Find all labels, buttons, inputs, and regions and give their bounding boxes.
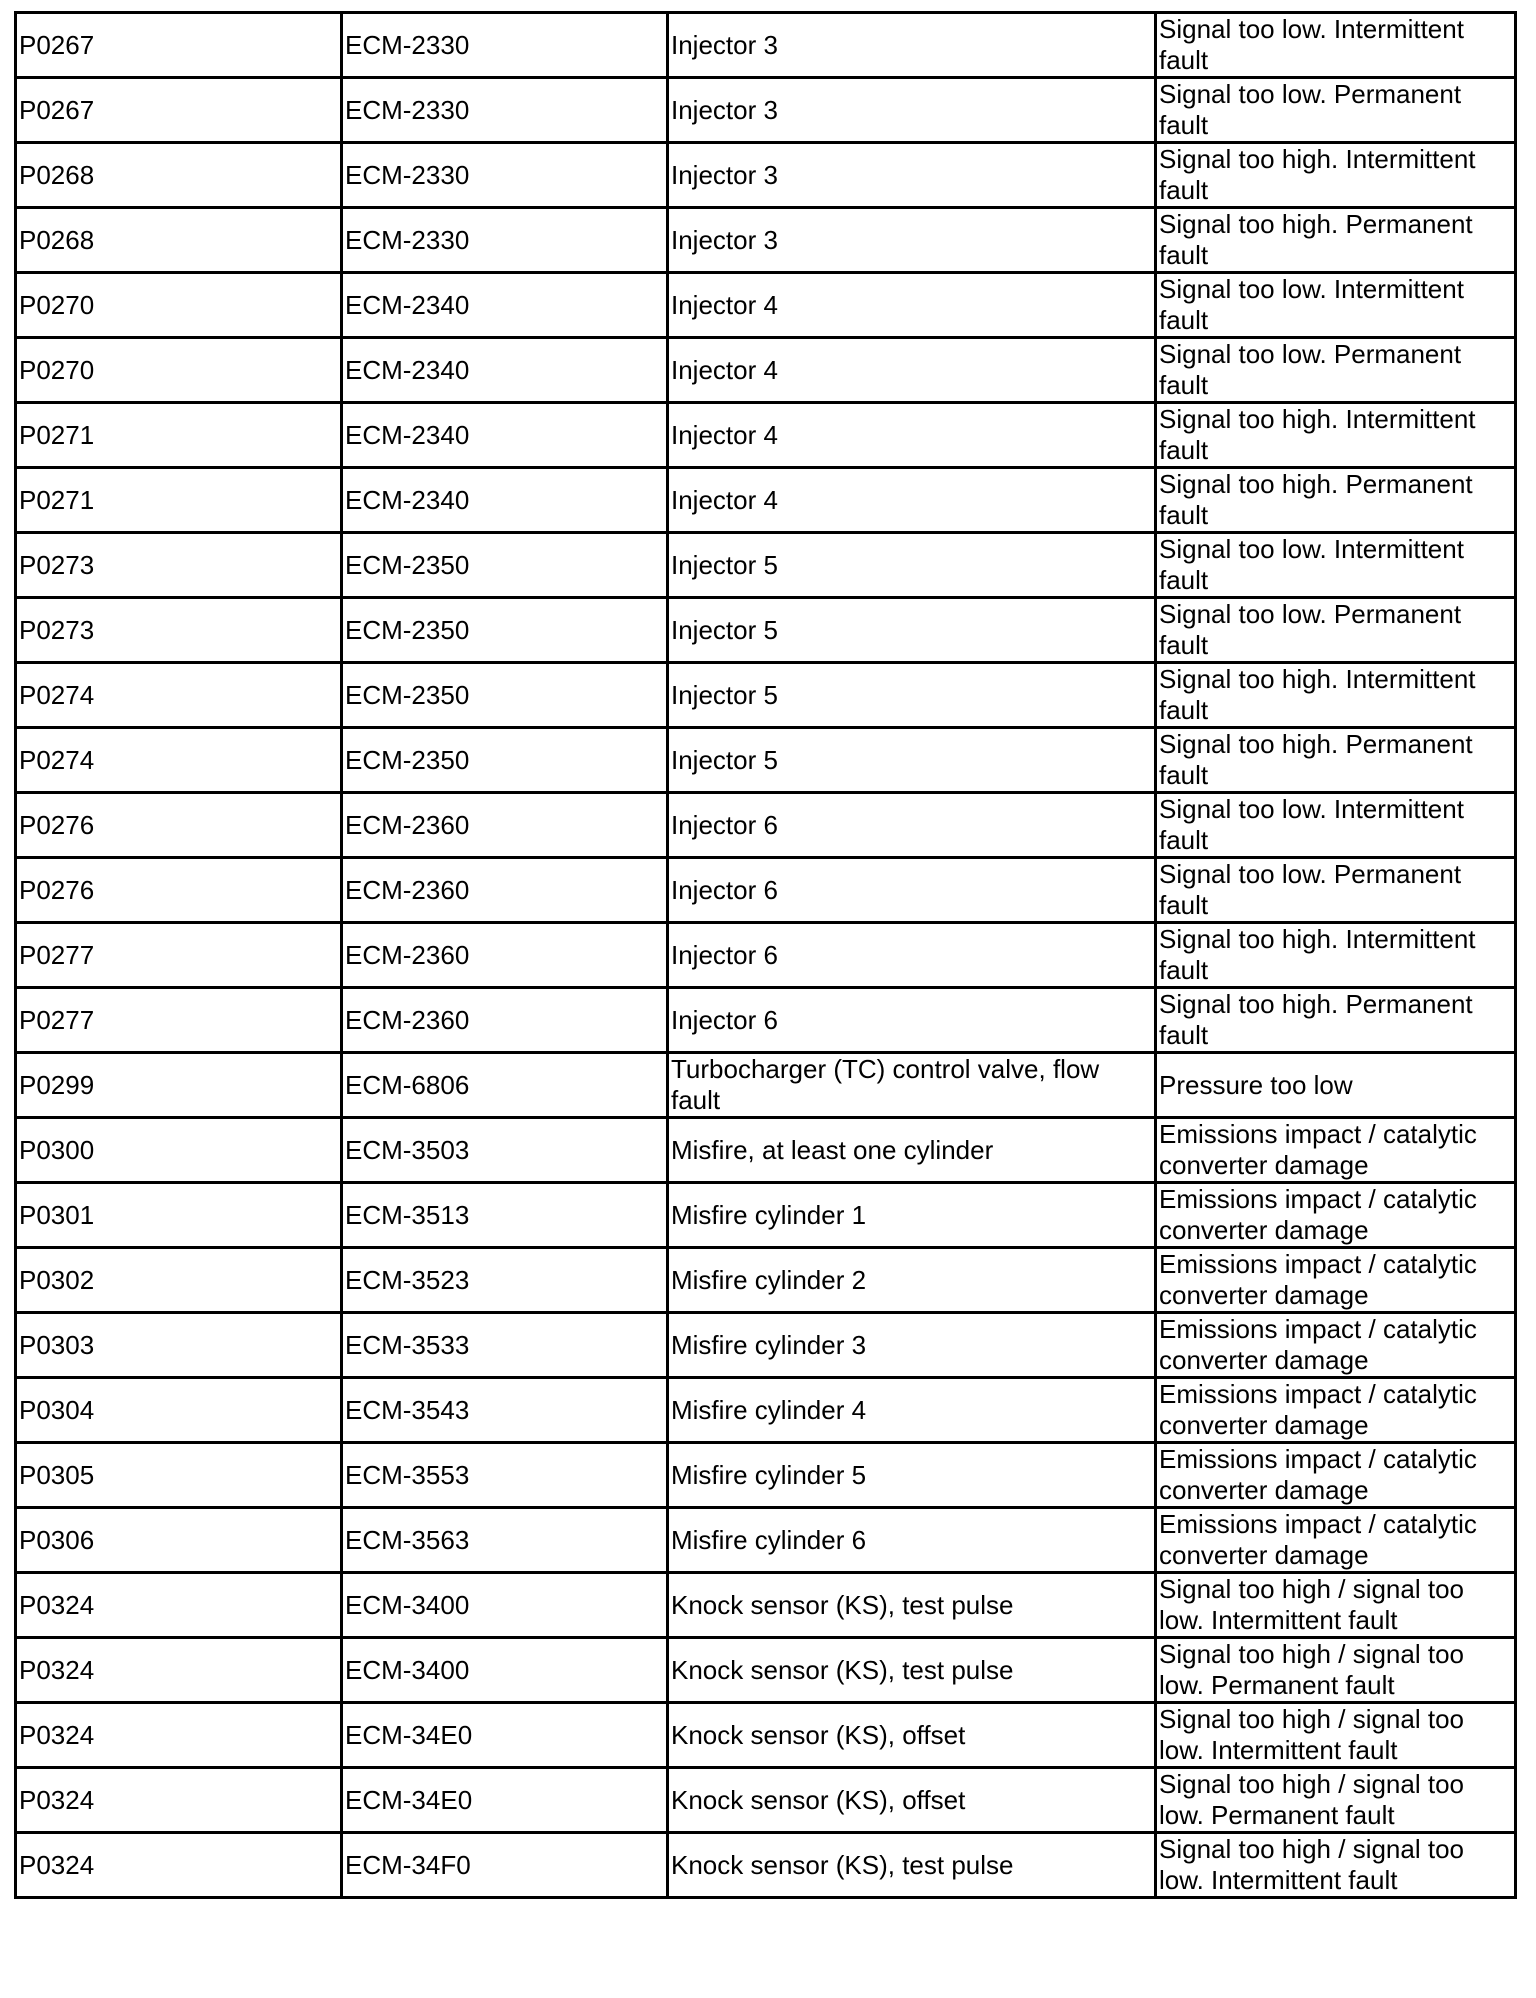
component-cell: Injector 4 <box>668 338 1156 403</box>
component-cell: Injector 3 <box>668 78 1156 143</box>
fault-description-cell: Signal too high / signal too low. Permanent fault <box>1156 1638 1516 1703</box>
fault-code-cell: P0303 <box>16 1313 342 1378</box>
fault-code-cell: P0270 <box>16 273 342 338</box>
ecm-code-cell: ECM-3513 <box>342 1183 668 1248</box>
component-cell: Knock sensor (KS), test pulse <box>668 1638 1156 1703</box>
fault-code-cell: P0305 <box>16 1443 342 1508</box>
ecm-code-cell: ECM-2340 <box>342 338 668 403</box>
fault-code-cell: P0302 <box>16 1248 342 1313</box>
ecm-code-cell: ECM-2340 <box>342 273 668 338</box>
fault-description-cell: Emissions impact / catalytic converter damage <box>1156 1378 1516 1443</box>
fault-description-cell: Signal too high / signal too low. Intermittent fault <box>1156 1573 1516 1638</box>
fault-code-table-body <box>16 13 1516 1898</box>
component-cell: Injector 6 <box>668 988 1156 1053</box>
fault-description-cell: Signal too low. Intermittent fault <box>1156 273 1516 338</box>
fault-code-cell: P0299 <box>16 1053 342 1118</box>
component-cell: Injector 3 <box>668 13 1156 78</box>
component-cell: Injector 5 <box>668 728 1156 793</box>
fault-description-cell: Signal too low. Permanent fault <box>1156 858 1516 923</box>
ecm-code-cell: ECM-2350 <box>342 728 668 793</box>
table-row <box>16 208 1516 273</box>
fault-code-table <box>14 11 1517 1899</box>
fault-description-cell: Emissions impact / catalytic converter damage <box>1156 1313 1516 1378</box>
component-cell: Injector 6 <box>668 923 1156 988</box>
ecm-code-cell: ECM-34F0 <box>342 1833 668 1898</box>
fault-code-cell: P0324 <box>16 1833 342 1898</box>
fault-code-table-container <box>14 11 1514 1899</box>
ecm-code-cell: ECM-2360 <box>342 793 668 858</box>
component-cell: Injector 5 <box>668 663 1156 728</box>
fault-description-cell: Signal too high / signal too low. Intermittent fault <box>1156 1703 1516 1768</box>
fault-code-cell: P0324 <box>16 1573 342 1638</box>
table-row <box>16 598 1516 663</box>
ecm-code-cell: ECM-2350 <box>342 598 668 663</box>
component-cell: Turbocharger (TC) control valve, flow fault <box>668 1053 1156 1118</box>
fault-code-cell: P0277 <box>16 923 342 988</box>
fault-description-cell: Signal too high / signal too low. Intermittent fault <box>1156 1833 1516 1898</box>
ecm-code-cell: ECM-3400 <box>342 1573 668 1638</box>
fault-description-cell: Signal too high. Intermittent fault <box>1156 923 1516 988</box>
ecm-code-cell: ECM-2350 <box>342 533 668 598</box>
ecm-code-cell: ECM-2350 <box>342 663 668 728</box>
table-row <box>16 1573 1516 1638</box>
table-row <box>16 923 1516 988</box>
component-cell: Injector 5 <box>668 533 1156 598</box>
fault-code-cell: P0271 <box>16 403 342 468</box>
component-cell: Injector 5 <box>668 598 1156 663</box>
table-row <box>16 988 1516 1053</box>
fault-description-cell: Signal too low. Permanent fault <box>1156 78 1516 143</box>
fault-code-cell: P0271 <box>16 468 342 533</box>
table-row <box>16 1248 1516 1313</box>
table-row <box>16 1508 1516 1573</box>
fault-description-cell: Signal too low. Permanent fault <box>1156 598 1516 663</box>
fault-description-cell: Pressure too low <box>1156 1053 1516 1118</box>
table-row <box>16 143 1516 208</box>
fault-code-cell: P0267 <box>16 13 342 78</box>
table-row <box>16 1638 1516 1703</box>
fault-code-cell: P0270 <box>16 338 342 403</box>
fault-code-cell: P0276 <box>16 858 342 923</box>
table-row <box>16 1378 1516 1443</box>
fault-description-cell: Signal too low. Intermittent fault <box>1156 793 1516 858</box>
fault-code-cell: P0304 <box>16 1378 342 1443</box>
component-cell: Injector 3 <box>668 143 1156 208</box>
fault-description-cell: Signal too high. Permanent fault <box>1156 208 1516 273</box>
fault-code-cell: P0267 <box>16 78 342 143</box>
component-cell: Knock sensor (KS), offset <box>668 1768 1156 1833</box>
fault-description-cell: Signal too high. Intermittent fault <box>1156 663 1516 728</box>
fault-description-cell: Emissions impact / catalytic converter damage <box>1156 1183 1516 1248</box>
table-row <box>16 728 1516 793</box>
ecm-code-cell: ECM-2340 <box>342 468 668 533</box>
table-row <box>16 1053 1516 1118</box>
component-cell: Injector 4 <box>668 403 1156 468</box>
table-row <box>16 1183 1516 1248</box>
fault-code-cell: P0273 <box>16 533 342 598</box>
ecm-code-cell: ECM-3400 <box>342 1638 668 1703</box>
fault-description-cell: Signal too high / signal too low. Permanent fault <box>1156 1768 1516 1833</box>
table-row <box>16 1768 1516 1833</box>
fault-code-cell: P0277 <box>16 988 342 1053</box>
fault-code-cell: P0324 <box>16 1768 342 1833</box>
fault-code-cell: P0274 <box>16 663 342 728</box>
component-cell: Injector 3 <box>668 208 1156 273</box>
ecm-code-cell: ECM-3543 <box>342 1378 668 1443</box>
fault-code-cell: P0324 <box>16 1638 342 1703</box>
ecm-code-cell: ECM-3533 <box>342 1313 668 1378</box>
fault-description-cell: Emissions impact / catalytic converter damage <box>1156 1508 1516 1573</box>
ecm-code-cell: ECM-3503 <box>342 1118 668 1183</box>
ecm-code-cell: ECM-3563 <box>342 1508 668 1573</box>
table-row <box>16 1313 1516 1378</box>
component-cell: Misfire cylinder 5 <box>668 1443 1156 1508</box>
table-row <box>16 338 1516 403</box>
table-row <box>16 78 1516 143</box>
fault-description-cell: Signal too high. Intermittent fault <box>1156 403 1516 468</box>
component-cell: Injector 4 <box>668 273 1156 338</box>
component-cell: Misfire cylinder 2 <box>668 1248 1156 1313</box>
table-row <box>16 1703 1516 1768</box>
ecm-code-cell: ECM-2330 <box>342 78 668 143</box>
fault-code-cell: P0273 <box>16 598 342 663</box>
component-cell: Knock sensor (KS), test pulse <box>668 1833 1156 1898</box>
table-row <box>16 1833 1516 1898</box>
ecm-code-cell: ECM-2330 <box>342 13 668 78</box>
component-cell: Knock sensor (KS), offset <box>668 1703 1156 1768</box>
ecm-code-cell: ECM-3523 <box>342 1248 668 1313</box>
component-cell: Injector 4 <box>668 468 1156 533</box>
ecm-code-cell: ECM-2360 <box>342 858 668 923</box>
ecm-code-cell: ECM-2330 <box>342 208 668 273</box>
table-row <box>16 273 1516 338</box>
ecm-code-cell: ECM-34E0 <box>342 1768 668 1833</box>
table-row <box>16 663 1516 728</box>
fault-description-cell: Signal too low. Intermittent fault <box>1156 533 1516 598</box>
fault-code-cell: P0300 <box>16 1118 342 1183</box>
component-cell: Injector 6 <box>668 793 1156 858</box>
fault-description-cell: Signal too low. Permanent fault <box>1156 338 1516 403</box>
table-row <box>16 403 1516 468</box>
table-row <box>16 1443 1516 1508</box>
component-cell: Misfire cylinder 6 <box>668 1508 1156 1573</box>
table-row <box>16 533 1516 598</box>
fault-description-cell: Signal too high. Permanent fault <box>1156 728 1516 793</box>
fault-description-cell: Signal too high. Intermittent fault <box>1156 143 1516 208</box>
fault-code-cell: P0301 <box>16 1183 342 1248</box>
fault-code-cell: P0274 <box>16 728 342 793</box>
component-cell: Misfire cylinder 4 <box>668 1378 1156 1443</box>
table-row <box>16 858 1516 923</box>
component-cell: Misfire, at least one cylinder <box>668 1118 1156 1183</box>
fault-code-cell: P0324 <box>16 1703 342 1768</box>
table-row <box>16 1118 1516 1183</box>
ecm-code-cell: ECM-2340 <box>342 403 668 468</box>
fault-description-cell: Emissions impact / catalytic converter damage <box>1156 1118 1516 1183</box>
component-cell: Misfire cylinder 1 <box>668 1183 1156 1248</box>
table-row <box>16 13 1516 78</box>
fault-description-cell: Signal too high. Permanent fault <box>1156 988 1516 1053</box>
fault-description-cell: Signal too high. Permanent fault <box>1156 468 1516 533</box>
component-cell: Knock sensor (KS), test pulse <box>668 1573 1156 1638</box>
ecm-code-cell: ECM-2360 <box>342 988 668 1053</box>
ecm-code-cell: ECM-6806 <box>342 1053 668 1118</box>
table-row <box>16 468 1516 533</box>
ecm-code-cell: ECM-2330 <box>342 143 668 208</box>
ecm-code-cell: ECM-3553 <box>342 1443 668 1508</box>
component-cell: Misfire cylinder 3 <box>668 1313 1156 1378</box>
fault-description-cell: Signal too low. Intermittent fault <box>1156 13 1516 78</box>
ecm-code-cell: ECM-2360 <box>342 923 668 988</box>
fault-description-cell: Emissions impact / catalytic converter damage <box>1156 1248 1516 1313</box>
fault-code-cell: P0268 <box>16 208 342 273</box>
fault-code-cell: P0306 <box>16 1508 342 1573</box>
table-row <box>16 793 1516 858</box>
ecm-code-cell: ECM-34E0 <box>342 1703 668 1768</box>
fault-code-cell: P0268 <box>16 143 342 208</box>
fault-description-cell: Emissions impact / catalytic converter damage <box>1156 1443 1516 1508</box>
fault-code-cell: P0276 <box>16 793 342 858</box>
component-cell: Injector 6 <box>668 858 1156 923</box>
